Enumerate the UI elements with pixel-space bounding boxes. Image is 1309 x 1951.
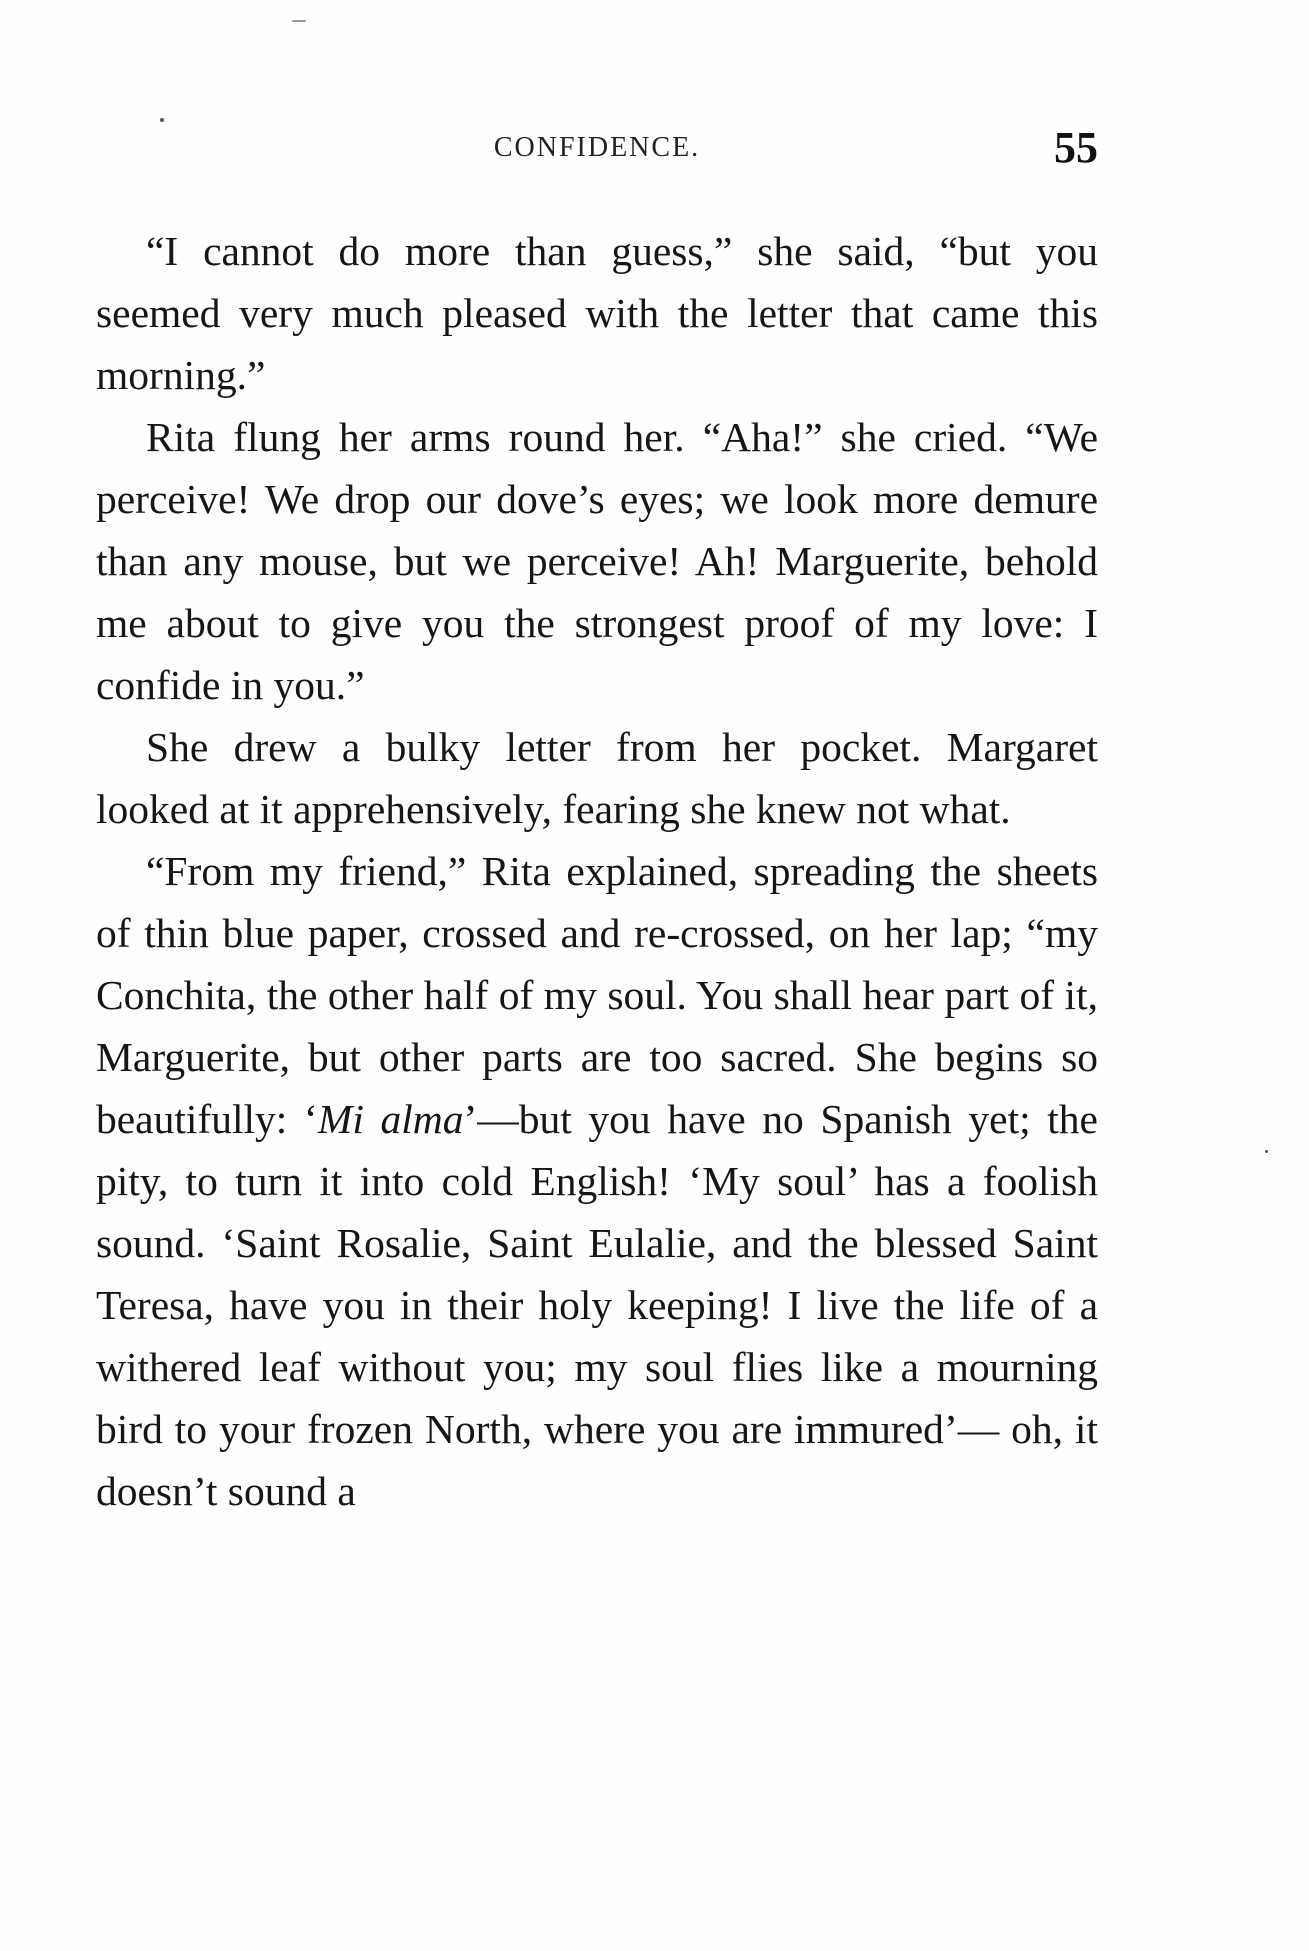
body-text — [96, 220, 1098, 1522]
paragraph-1: “I cannot do more than guess,” she said, “but you seemed very much pleased with the letter that came this morning.” — [96, 228, 1098, 398]
spanish-phrase: Mi alma — [317, 1096, 464, 1142]
scan-speck — [292, 20, 306, 22]
running-title: CONFIDENCE. — [493, 132, 701, 163]
paragraph-2: Rita flung her arms round her. “Aha!” she cried. “We perceive! We drop our dove’s eyes; we look more demure than any mouse, but we perceive! Ah! Marguerite, behold me about to give you the strongest proof of my love: I confide in you.” — [96, 414, 1098, 708]
paragraph-3: She drew a bulky letter from her pocket. Margaret looked at it apprehensively, fearing she knew not what. — [96, 724, 1098, 832]
page-number: 55 — [1054, 123, 1098, 172]
running-head — [96, 122, 1098, 172]
scan-speck — [160, 118, 164, 122]
scan-speck — [1265, 1150, 1268, 1153]
paragraph-4-text-after: ’—but you have no Spanish yet; the pity, to turn it into cold English! ‘My soul’ has a foolish sound. ‘Saint Rosalie, Saint Eulalie, and the blessed Saint Teresa, have you in their holy keeping! I live the life of a withered leaf without you; my soul flies like a mourning bird to your frozen North, where you are immured’— oh, it doesn’t sound a — [96, 1096, 1098, 1514]
paragraph-4 — [96, 840, 1098, 1522]
paragraph-4-text-before: “From my friend,” Rita explained, spreading the sheets of thin blue paper, crossed and re-crossed, on her lap; “my Conchita, the other half of my soul. You shall hear part of it, Marguerite, but other parts are too sacred. She begins so beautifully: ‘ — [96, 848, 1098, 1142]
